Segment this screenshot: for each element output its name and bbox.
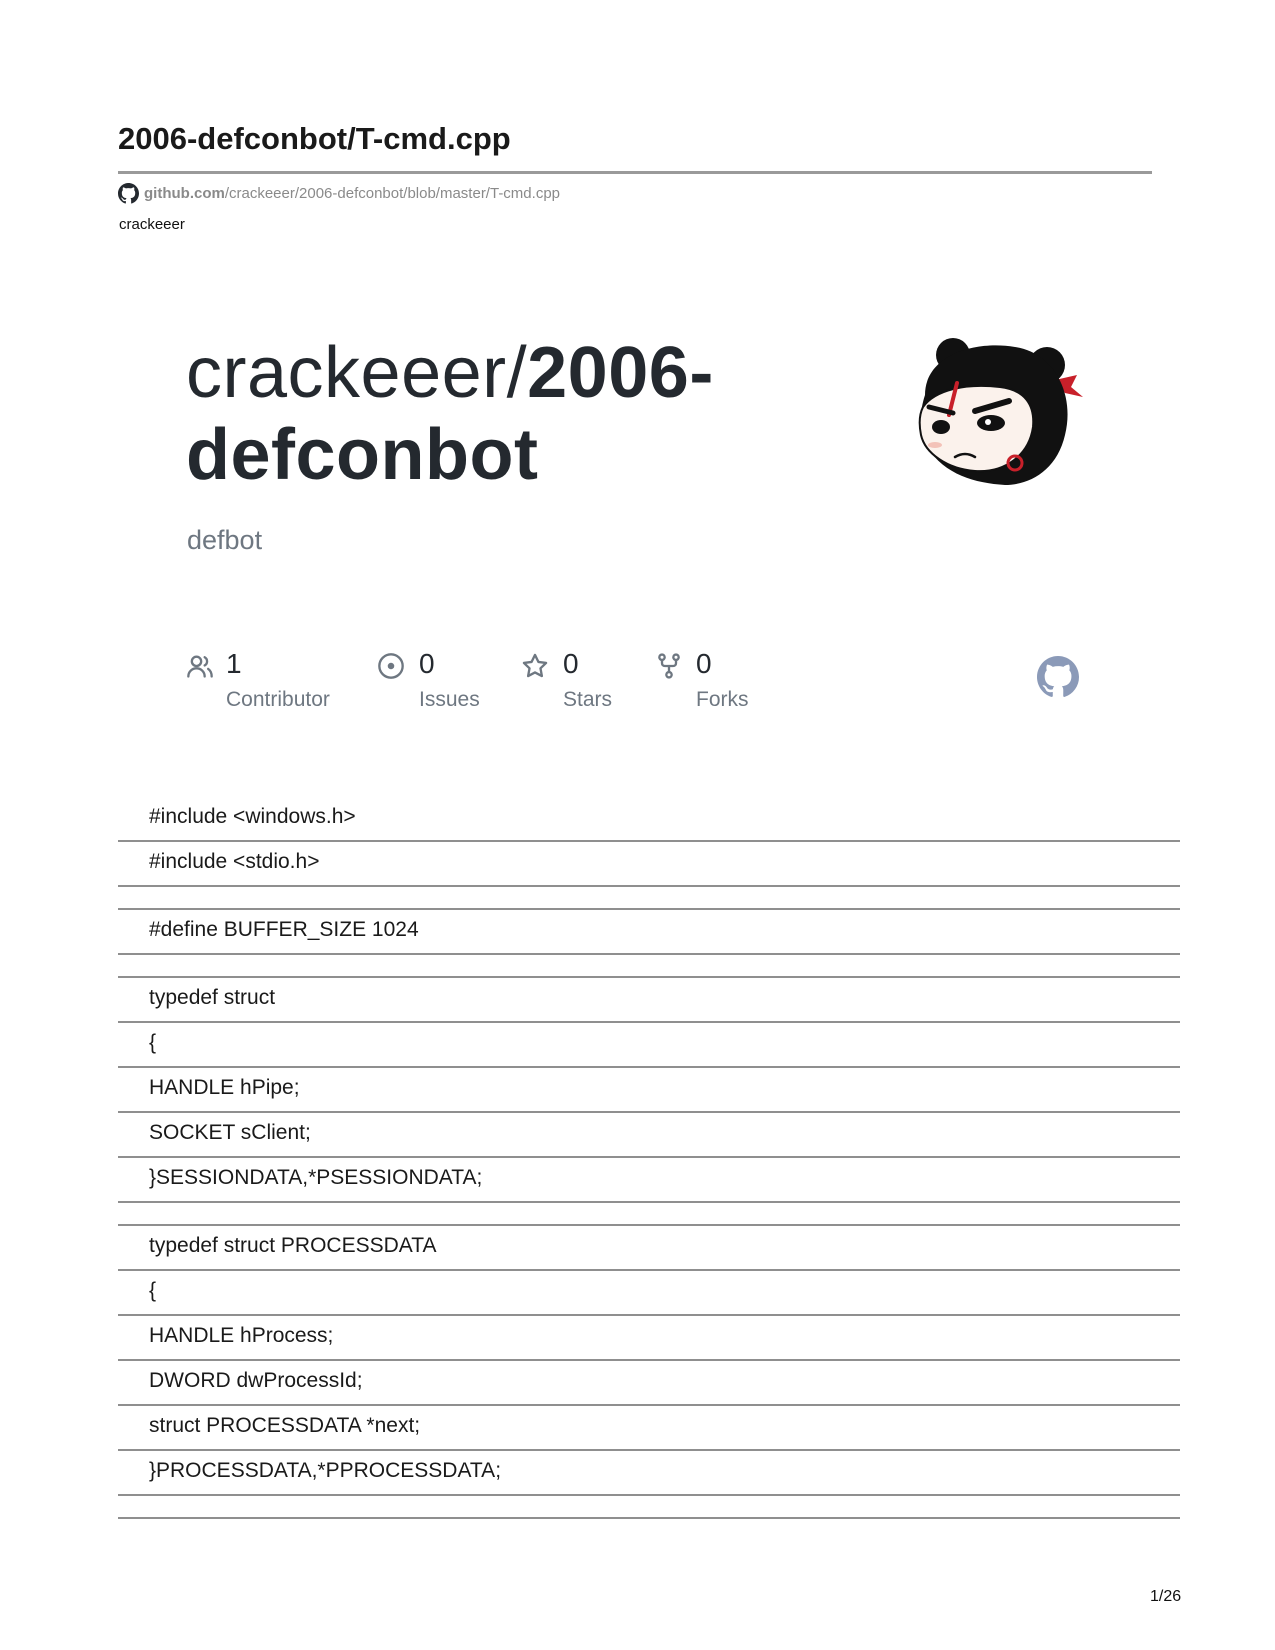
code-line bbox=[118, 797, 1180, 842]
forks-count: 0 bbox=[696, 648, 712, 679]
code-text: { bbox=[149, 1031, 157, 1054]
stat-forks[interactable] bbox=[655, 648, 775, 728]
stat-issues[interactable] bbox=[377, 648, 497, 728]
code-text: HANDLE hPipe; bbox=[149, 1076, 300, 1099]
repo-name-part2: defconbot bbox=[186, 415, 539, 495]
code-line bbox=[118, 1158, 1180, 1203]
contributors-label: Contributor bbox=[226, 688, 330, 711]
repo-owner: crackeeer/ bbox=[186, 333, 528, 413]
avatar bbox=[905, 335, 1085, 490]
code-text: typedef struct bbox=[149, 986, 276, 1009]
page-number: 1/26 bbox=[1150, 1588, 1182, 1605]
github-icon bbox=[118, 183, 139, 204]
author-name: crackeeer bbox=[119, 216, 185, 233]
code-line bbox=[118, 955, 1180, 978]
code-line bbox=[118, 842, 1180, 887]
code-line bbox=[118, 978, 1180, 1023]
contributors-count: 1 bbox=[226, 648, 242, 679]
issues-count: 0 bbox=[419, 648, 435, 679]
document-title: 2006-defconbot/T-cmd.cpp bbox=[118, 121, 511, 156]
code-text: SOCKET sClient; bbox=[149, 1121, 311, 1144]
code-text: DWORD dwProcessId; bbox=[149, 1369, 363, 1392]
code-line bbox=[118, 1496, 1180, 1519]
code-line bbox=[118, 1451, 1180, 1496]
code-text: HANDLE hProcess; bbox=[149, 1324, 334, 1347]
code-line bbox=[118, 1226, 1180, 1271]
github-icon[interactable] bbox=[1037, 656, 1079, 698]
code-table bbox=[118, 797, 1180, 1519]
stat-stars[interactable] bbox=[521, 648, 631, 728]
code-text: { bbox=[149, 1279, 157, 1302]
forks-label: Forks bbox=[696, 688, 749, 711]
contributors-icon bbox=[186, 652, 214, 680]
code-line bbox=[118, 887, 1180, 910]
fork-icon bbox=[655, 652, 683, 680]
source-line[interactable] bbox=[118, 182, 560, 204]
repo-description: defbot bbox=[187, 525, 263, 555]
code-text: #define BUFFER_SIZE 1024 bbox=[149, 918, 419, 941]
source-domain: github.com bbox=[144, 184, 225, 202]
repo-card-title[interactable] bbox=[186, 332, 806, 496]
star-icon bbox=[521, 652, 549, 680]
code-line bbox=[118, 1316, 1180, 1361]
source-path: /crackeeer/2006-defconbot/blob/master/T-cmd.cpp bbox=[224, 184, 560, 202]
code-line bbox=[118, 1361, 1180, 1406]
title-divider bbox=[118, 171, 1152, 174]
issues-icon bbox=[377, 652, 405, 680]
code-line bbox=[118, 1113, 1180, 1158]
code-line bbox=[118, 1068, 1180, 1113]
issues-label: Issues bbox=[419, 688, 480, 711]
code-text: }SESSIONDATA,*PSESSIONDATA; bbox=[149, 1166, 483, 1189]
stars-count: 0 bbox=[563, 648, 579, 679]
code-line bbox=[118, 1023, 1180, 1068]
code-line bbox=[118, 910, 1180, 955]
stars-label: Stars bbox=[563, 688, 613, 711]
code-line bbox=[118, 1406, 1180, 1451]
code-text: }PROCESSDATA,*PPROCESSDATA; bbox=[149, 1459, 502, 1482]
code-text: struct PROCESSDATA *next; bbox=[149, 1414, 421, 1437]
code-text: #include <stdio.h> bbox=[149, 850, 320, 873]
repo-name-part1: 2006- bbox=[527, 333, 714, 413]
code-line bbox=[118, 1271, 1180, 1316]
code-line bbox=[118, 1203, 1180, 1226]
code-text: typedef struct PROCESSDATA bbox=[149, 1234, 437, 1257]
stat-contributors[interactable] bbox=[186, 648, 346, 728]
code-text: #include <windows.h> bbox=[149, 805, 356, 828]
